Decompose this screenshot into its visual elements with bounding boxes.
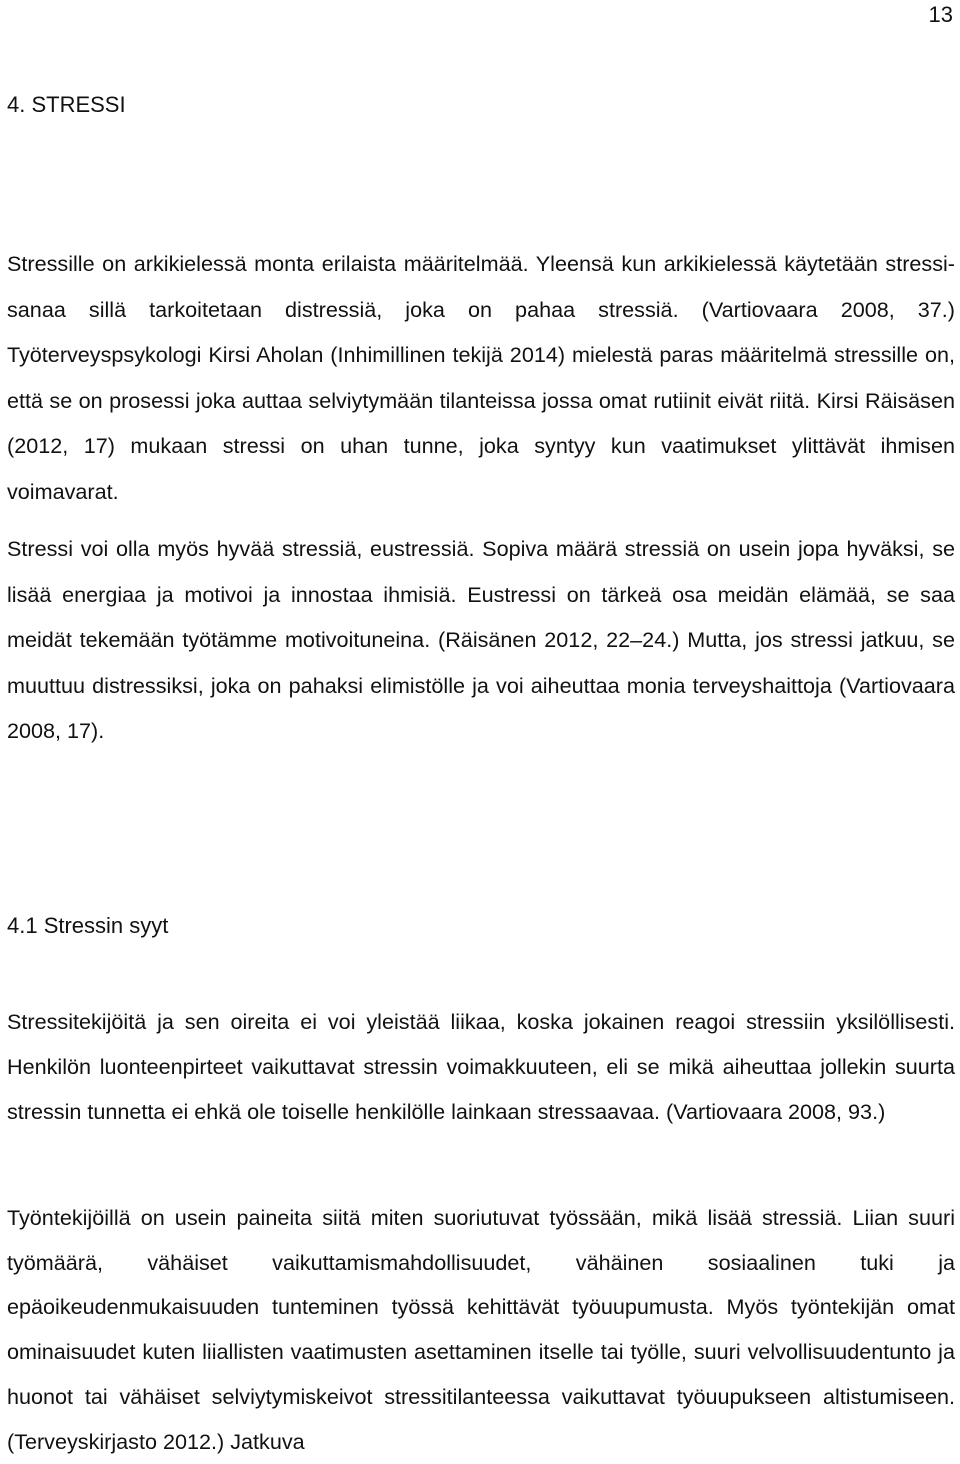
subsection-heading: 4.1 Stressin syyt	[7, 913, 169, 938]
body-paragraph: Stressitekijöitä ja sen oireita ei voi yleistää liikaa, koska jokainen reagoi stressiin yksilöllisesti. Henkilön luonteenpirteet vaikuttavat stressin voimakkuuteen, eli se mikä aiheuttaa jollekin suurta stressin tunnetta ei ehkä ole toiselle henkilölle lainkaan stressaavaa. (Vartiovaara 2008, 93.)	[7, 1009, 955, 1124]
body-paragraph: Stressi voi olla myös hyvää stressiä, eustressiä. Sopiva määrä stressiä on usein jopa hyväksi, se lisää energiaa ja motivoi ja innostaa ihmisiä. Eustressi on tärkeä osa meidän elämää, se saa meidät tekemään työtämme motivoituneina. (Räisänen 2012, 22‒24.) Mutta, jos stressi jatkuu, se muuttuu distressiksi, joka on pahaksi elimistölle ja voi aiheuttaa monia terveyshaittoja (Vartiovaara 2008, 17).	[7, 536, 955, 743]
section-heading: 4. STRESSI	[7, 92, 126, 117]
page-number: 13	[928, 2, 953, 27]
body-paragraph: Työntekijöillä on usein paineita siitä miten suoriutuvat työssään, mikä lisää stressiä. Liian suuri työmäärä, vähäiset vaikuttamismahdollisuudet, vähäinen sosiaalinen tuki ja epäoikeudenmukaisuuden tunteminen työssä kehittävät työuupumusta. Myös työntekijän omat ominaisuudet kuten liiallisten vaatimusten asettaminen itselle tai työlle, suuri velvollisuudentunto ja huonot tai vähäiset selviytymiskeivot stressitilanteessa vaikuttavat työuupukseen altistumiseen.(Terveyskirjasto 2012.) Jatkuva	[7, 1205, 955, 1454]
body-paragraph: Stressille on arkikielessä monta erilaista määritelmää. Yleensä kun arkikielessä käytetään stressi-sanaa sillä tarkoitetaan distressiä, joka on pahaa stressiä. (Vartiovaara 2008, 37.) Työterveyspsykologi Kirsi Aholan (Inhimillinen tekijä 2014) mielestä paras määritelmä stressille on, että se on prosessi joka auttaa selviytymään tilanteissa jossa omat rutiinit eivät riitä. Kirsi Räisäsen (2012, 17) mukaan stressi on uhan tunne, joka syntyy kun vaatimukset ylittävät ihmisen voimavarat.	[7, 251, 955, 504]
